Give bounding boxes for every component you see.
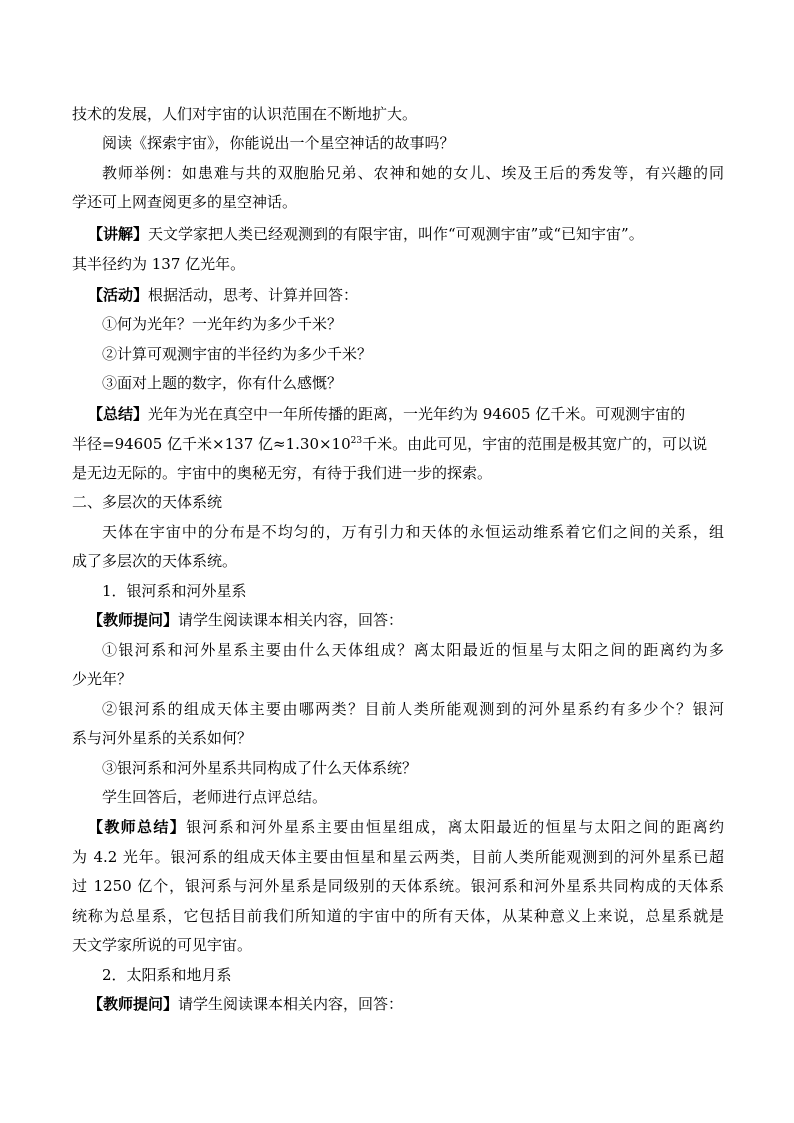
paragraph-line: 是无边无际的。宇宙中的奥秘无穷，有待于我们进一步的探索。: [72, 464, 493, 482]
paragraph-line: [72, 434, 724, 454]
paragraph-line: 成了多层次的天体系统。: [72, 552, 238, 570]
paragraph-text: 银河系和河外星系主要由恒星组成，离太阳最近的恒星与太阳之间的距离约: [186, 818, 724, 836]
paragraph-text: 千米。由此可见，宇宙的范围是极其宽广的，可以说: [362, 435, 708, 453]
paragraph-line: 过 1250 亿个，银河系与河外星系是同级别的天体系统。银河系和河外星系共同构成的天体系: [72, 877, 724, 895]
paragraph-text: 请学生阅读课本相关内容，回答：: [178, 995, 404, 1013]
question-item: ①何为光年？一光年约为多少千米？: [102, 315, 343, 333]
paragraph-line: 其半径约为 137 亿光年。: [72, 255, 246, 273]
teacher-question-paragraph: [88, 994, 740, 1014]
question-item: ③银河系和河外星系共同构成了什么天体系统？: [102, 759, 418, 777]
subsection-heading: 2．太阳系和地月系: [102, 966, 232, 984]
paragraph-line: 阅读《探索宇宙》，你能说出一个星空神话的故事吗？: [102, 134, 455, 152]
question-item: ②银河系的组成天体主要由哪两类？目前人类所能观测到的河外星系约有多少个？银河: [102, 700, 724, 718]
paragraph-text: 天文学家把人类已经观测到的有限宇宙，叫作“可观测宇宙”或“已知宇宙”。: [148, 225, 644, 243]
paragraph-line: 天文学家所说的可见宇宙。: [72, 936, 253, 954]
formula-text: 半径=94605 亿千米×137 亿≈1.30×10: [72, 435, 351, 453]
paragraph-text: 根据活动，思考、计算并回答：: [148, 286, 359, 304]
section-tag: 【教师提问】: [88, 611, 179, 629]
section-tag: 【活动】: [88, 286, 149, 304]
section-tag: 【教师提问】: [88, 995, 179, 1013]
paragraph-line: 统称为总星系，它包括目前我们所知道的宇宙中的所有天体，从某种意义上来说，总星系就是: [72, 907, 724, 925]
question-item: ①银河系和河外星系主要由什么天体组成？离太阳最近的恒星与太阳之间的距离约为多: [102, 641, 724, 659]
section-tag: 【教师总结】: [88, 818, 187, 836]
question-item: ③面对上题的数字，你有什么感慨？: [102, 374, 343, 392]
subsection-heading: 1．银河系和河外星系: [102, 582, 247, 600]
paragraph-text: 光年为光在真空中一年所传播的距离，一光年约为 94605 亿千米。可观测宇宙的: [148, 405, 686, 423]
paragraph-line: 学生回答后，老师进行点评总结。: [102, 788, 328, 806]
activity-paragraph: [88, 285, 740, 305]
paragraph-text: 请学生阅读课本相关内容，回答：: [178, 611, 404, 629]
section-tag: 【总结】: [88, 405, 149, 423]
teacher-question-paragraph: [88, 610, 740, 630]
paragraph-line: 教师举例：如患难与共的双胞胎兄弟、农神和她的女儿、埃及王后的秀发等，有兴趣的同: [102, 164, 724, 182]
teacher-summary-paragraph: [88, 817, 724, 837]
explanation-paragraph: [88, 224, 740, 244]
paragraph-line: 技术的发展，人们对宇宙的认识范围在不断地扩大。: [72, 105, 418, 123]
section-tag: 【讲解】: [88, 225, 149, 243]
exponent: 23: [350, 436, 363, 446]
section-heading: 二、多层次的天体系统: [72, 493, 223, 511]
paragraph-line: 学还可上网查阅更多的星空神话。: [72, 193, 298, 211]
summary-paragraph: [88, 404, 740, 424]
paragraph-line: 为 4.2 光年。银河系的组成天体主要由恒星和星云两类，目前人类所能观测到的河外星系已超: [72, 848, 724, 866]
question-item: ②计算可观测宇宙的半径约为多少千米？: [102, 345, 373, 363]
paragraph-line: 天体在宇宙中的分布是不均匀的，万有引力和天体的永恒运动维系着它们之间的关系，组: [102, 523, 724, 541]
paragraph-line: 系与河外星系的关系如何？: [72, 729, 253, 747]
paragraph-line: 少光年？: [72, 670, 133, 688]
